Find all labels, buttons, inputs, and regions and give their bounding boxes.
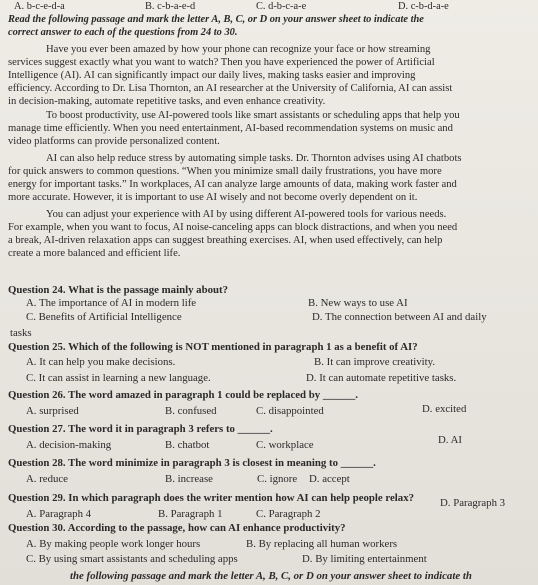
question-30-option-a[interactable]: A. By making people work longer hours bbox=[26, 538, 201, 550]
question-29-option-a[interactable]: A. Paragraph 4 bbox=[26, 508, 92, 520]
question-28-option-d[interactable]: D. accept bbox=[309, 473, 350, 485]
question-25-option-a[interactable]: A. It can help you make decisions. bbox=[26, 356, 176, 368]
passage-p3-line-3: energy for important tasks.” In workplaces, AI can analyze large amounts of data, making work faster and bbox=[8, 179, 457, 190]
passage-p2-line-2: manage time efficiently. When you need entertainment, AI-based recommendation systems on music and bbox=[8, 123, 453, 134]
passage-p4-line-2: For example, when you want to focus, AI noise-canceling apps can block distractions, and when you need bbox=[8, 222, 458, 233]
question-27-option-d[interactable]: D. AI bbox=[438, 434, 462, 446]
passage-p2-line-1: To boost productivity, use AI-powered tools like smart assistants or scheduling apps that help you bbox=[46, 110, 460, 121]
instruction-line-2: correct answer to each of the questions from 24 to 30. bbox=[8, 27, 238, 38]
question-29-option-b[interactable]: B. Paragraph 1 bbox=[158, 508, 223, 520]
question-30-stem: Question 30. According to the passage, how can AI enhance productivity? bbox=[8, 522, 346, 534]
question-27-option-a[interactable]: A. decision-making bbox=[26, 439, 112, 451]
question-24-option-d[interactable]: D. The connection between AI and daily bbox=[312, 311, 487, 323]
question-24-option-a[interactable]: A. The importance of AI in modern life bbox=[26, 297, 197, 309]
question-26-option-b[interactable]: B. confused bbox=[165, 405, 217, 417]
question-25-option-b[interactable]: B. It can improve creativity. bbox=[314, 356, 436, 368]
question-29-stem: Question 29. In which paragraph does the writer mention how AI can help people relax? bbox=[8, 492, 415, 504]
passage-p1-line-1: Have you ever been amazed by how your phone can recognize your face or how streaming bbox=[46, 44, 431, 55]
passage-p1-line-4: efficiency. According to Dr. Lisa Thornton, an AI researcher at the University of California, AI can assist bbox=[8, 83, 453, 94]
passage-p1-line-3: Intelligence (AI). AI can significantly impact our daily lives, making tasks easier and improving bbox=[8, 70, 416, 81]
passage-p4-line-1: You can adjust your experience with AI by using different AI-powered tools for various needs. bbox=[46, 209, 447, 220]
prev-option-d: D. c-b-d-a-e bbox=[398, 1, 449, 12]
passage-p3-line-2: for quick answers to common questions. “When you minimize small daily frustrations, you have more bbox=[8, 166, 442, 177]
passage-p1-line-2: services suggest exactly what you want to watch? Then you have experienced the power of Artificial bbox=[8, 57, 435, 68]
question-24-option-b[interactable]: B. New ways to use AI bbox=[308, 297, 408, 309]
passage-p4-line-4: create a more balanced and efficient life. bbox=[8, 248, 181, 259]
question-28-option-c[interactable]: C. ignore bbox=[257, 473, 298, 485]
question-25-option-c[interactable]: C. It can assist in learning a new language. bbox=[26, 372, 211, 384]
prev-option-c: C. d-b-c-a-e bbox=[256, 1, 307, 12]
question-26-stem: Question 26. The word amazed in paragraph 1 could be replaced by ______. bbox=[8, 389, 358, 401]
question-29-option-d[interactable]: D. Paragraph 3 bbox=[440, 497, 506, 509]
question-24-option-c[interactable]: C. Benefits of Artificial Intelligence bbox=[26, 311, 182, 323]
question-28-stem: Question 28. The word minimize in paragraph 3 is closest in meaning to ______. bbox=[8, 457, 376, 469]
passage-p3-line-4: more accurate. However, it is important to use AI wisely and not become overly dependent on it. bbox=[8, 192, 418, 203]
question-24-option-d-tail: tasks bbox=[10, 327, 32, 339]
question-27-option-b[interactable]: B. chatbot bbox=[165, 439, 210, 451]
question-26-option-d[interactable]: D. excited bbox=[422, 403, 467, 415]
question-27-stem: Question 27. The word it in paragraph 3 refers to ______. bbox=[8, 423, 273, 435]
question-30-option-c[interactable]: C. By using smart assistants and scheduling apps bbox=[26, 553, 238, 565]
question-30-option-b[interactable]: B. By replacing all human workers bbox=[246, 538, 398, 550]
question-30-option-d[interactable]: D. By limiting entertainment bbox=[302, 553, 427, 565]
question-26-option-c[interactable]: C. disappointed bbox=[256, 405, 324, 417]
question-24-stem: Question 24. What is the passage mainly about? bbox=[8, 284, 228, 296]
passage-p4-line-3: a break, AI-driven relaxation apps can suggest breathing exercises. AI, when used effectively, can help bbox=[8, 235, 443, 246]
passage-p2-line-3: video platforms can provide personalized content. bbox=[8, 136, 220, 147]
question-26-option-a[interactable]: A. surprised bbox=[26, 405, 79, 417]
instruction-line-1: Read the following passage and mark the letter A, B, C, or D on your answer sheet to indicate the bbox=[8, 14, 424, 25]
question-25-option-d[interactable]: D. It can automate repetitive tasks. bbox=[306, 372, 457, 384]
question-29-option-c[interactable]: C. Paragraph 2 bbox=[256, 508, 321, 520]
question-25-stem: Question 25. Which of the following is NOT mentioned in paragraph 1 as a benefit of AI? bbox=[8, 341, 418, 353]
question-27-option-c[interactable]: C. workplace bbox=[256, 439, 314, 451]
passage-p1-line-5: in decision-making, automate repetitive tasks, and even enhance creativity. bbox=[8, 96, 326, 107]
passage-p3-line-1: AI can also help reduce stress by automating simple tasks. Dr. Thornton advises using AI chatbots bbox=[46, 153, 462, 164]
next-instruction-line: the following passage and mark the letter A, B, C, or D on your answer sheet to indicate th bbox=[70, 570, 472, 582]
question-28-option-a[interactable]: A. reduce bbox=[26, 473, 68, 485]
prev-option-a: A. b-c-e-d-a bbox=[14, 1, 65, 12]
prev-option-b: B. c-b-a-e-d bbox=[145, 1, 196, 12]
question-28-option-b[interactable]: B. increase bbox=[165, 473, 213, 485]
